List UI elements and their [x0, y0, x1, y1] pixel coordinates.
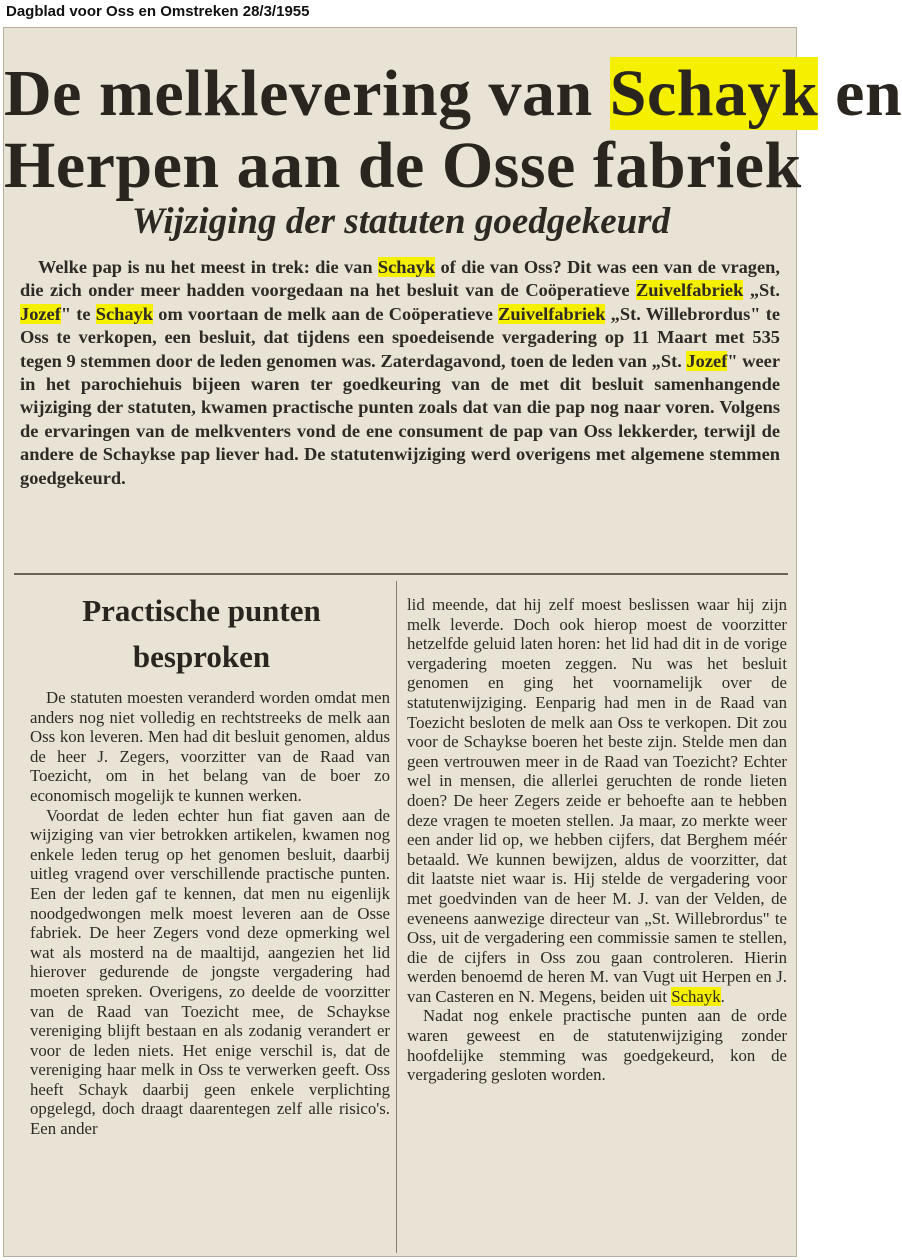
paragraph-text: .: [720, 986, 725, 1006]
headline-text: en: [818, 57, 902, 130]
headline-line-2: Herpen aan de Osse fabriek: [4, 129, 802, 202]
highlight-zuivelfabriek: Zuivelfabriek: [636, 280, 744, 301]
highlight-zuivelfabriek: Zuivelfabriek: [498, 303, 606, 324]
section-heading: [14, 588, 389, 680]
subtitle: Wijziging der statuten goedgekeurd: [131, 201, 671, 242]
clipping-caption: Dagblad voor Oss en Omstreken 28/3/1955: [6, 3, 310, 20]
lead-text: of die van Oss? Dit was een van de vragen, die zich onder meer hadden voorgedaan na het besluit van de Coöperatieve: [20, 257, 780, 301]
lead-text: Welke pap is nu het meest in trek: die van: [38, 257, 378, 277]
article-column-left: [30, 688, 390, 1139]
highlight-jozef: Jozef: [20, 303, 61, 324]
lead-text: „St. Willebrordus" te Oss te verkopen, een besluit, dat tijdens een spoedeisende vergadering op 11 Maart met 535 tegen 9 stemmen door de leden genomen was. Zaterdagavond, toen de leden van „St.: [20, 303, 780, 371]
lead-paragraph: [20, 256, 780, 490]
paragraph: [407, 595, 787, 1006]
headline-text: De melklevering van: [4, 57, 610, 130]
column-divider: [396, 581, 397, 1253]
highlight-schayk: Schayk: [609, 57, 819, 130]
lead-text: om voortaan de melk aan de Coöperatieve: [153, 303, 499, 324]
lead-text: " te: [60, 303, 96, 324]
paragraph: Voordat de leden echter hun fiat gaven aan de wijziging van vier betrokken artikelen, kwamen nog enkele leden terug op het genomen besluit, daarbij uitleg vragend over verschillende practische punten. Een der leden gaf te kennen, dat men nu eigenlijk noodgedwongen melk moest leveren aan de Osse fabriek. De heer Zegers vond deze opmerking wel wat als mosterd na de maaltijd, aangezien het lid hierover gedurende de jongste vergadering had moeten spreken. Overigens, zo deelde de voorzitter van de Raad van Toezicht mee, de Schaykse vereniging blijft bestaan en als zodanig verandert er voor de leden niets. Het enige verschil is, dat de vereniging haar melk in Oss te verwerken geeft. Oss heeft Schayk daarbij geen enkele verplichting opgelegd, doch draagt daarentegen zelf alle risico's. Een ander: [30, 805, 390, 1139]
article-column-right: [407, 595, 787, 1085]
lead-text: „St.: [743, 280, 780, 301]
paragraph-text: lid meende, dat hij zelf moest beslissen waar hij zijn melk leverde. Doch ook hierop moest de voorzitter hetzelfde geluid laten horen: het lid had dit in de vorige vergadering moeten zeggen. Nu was het besluit genomen en ging het voornamelijk over de statutenwijziging. Eenparig had men in de Raad van Toezicht besloten de melk aan Oss te verkopen. Dit zou voor de Schaykse boeren het beste zijn. Stelde men dan geen vertrouwen meer in de Raad van Toezicht? Echter wel in mensen, die allerlei geruchten de ronde lieten doen? De heer Zegers zeide er behoefte aan te hebben deze vragen te moeten stellen. Ja maar, zo merkte weer een ander lid op, we hebben cijfers, dat Berghem méér betaald. We kunnen bewijzen, aldus de voorzitter, dat dit laatste niet waar is. Hij stelde de vergadering voor met goedvinden van de heer M. J. van der Velden, de eveneens aanwezige directeur van „St. Willebrordus" te Oss, uit de vergadering een commissie samen te stellen, die de cijfers in Oss zou gaan controleren. Hierin werden benoemd de heren M. van Vugt uit Herpen en J. van Casteren en N. Megens, beiden uit: [407, 595, 787, 1006]
lead-text: " weer in het parochiehuis bijeen waren ter goedkeuring van de met dit besluit samenhangende wijziging der statuten, kwamen practische punten zoals dat van die pap nog naar voren. Volgens de ervaringen van de melkventers vond de ene consument de pap van Oss lekkerder, terwijl de andere de Schaykse pap liever had. De statutenwijziging werd overigens met algemene stemmen goedgekeurd.: [20, 350, 780, 488]
headline-line-1: [4, 56, 902, 132]
highlight-schayk: Schayk: [95, 303, 154, 324]
highlight-schayk: Schayk: [671, 986, 721, 1006]
paragraph: Nadat nog enkele practische punten aan de orde waren geweest en de statutenwijziging zonder hoofdelijke stemming was goedgekeurd, kon de vergadering gesloten worden.: [407, 1006, 787, 1085]
newspaper-clipping: [3, 27, 902, 1257]
paragraph: De statuten moesten veranderd worden omdat men anders nog niet volledig en rechtstreeks de melk aan Oss kon leveren. Men had dit besluit genomen, aldus de heer J. Zegers, voorzitter van de Raad van Toezicht, om in het belang van de boer zo economisch mogelijk te kunnen werken.: [30, 688, 390, 805]
section-heading-line-1: Practische punten: [82, 593, 321, 628]
horizontal-divider: [14, 573, 788, 575]
highlight-schayk: Schayk: [377, 257, 436, 277]
section-heading-line-2: besproken: [132, 639, 271, 674]
highlight-jozef: Jozef: [686, 350, 728, 371]
